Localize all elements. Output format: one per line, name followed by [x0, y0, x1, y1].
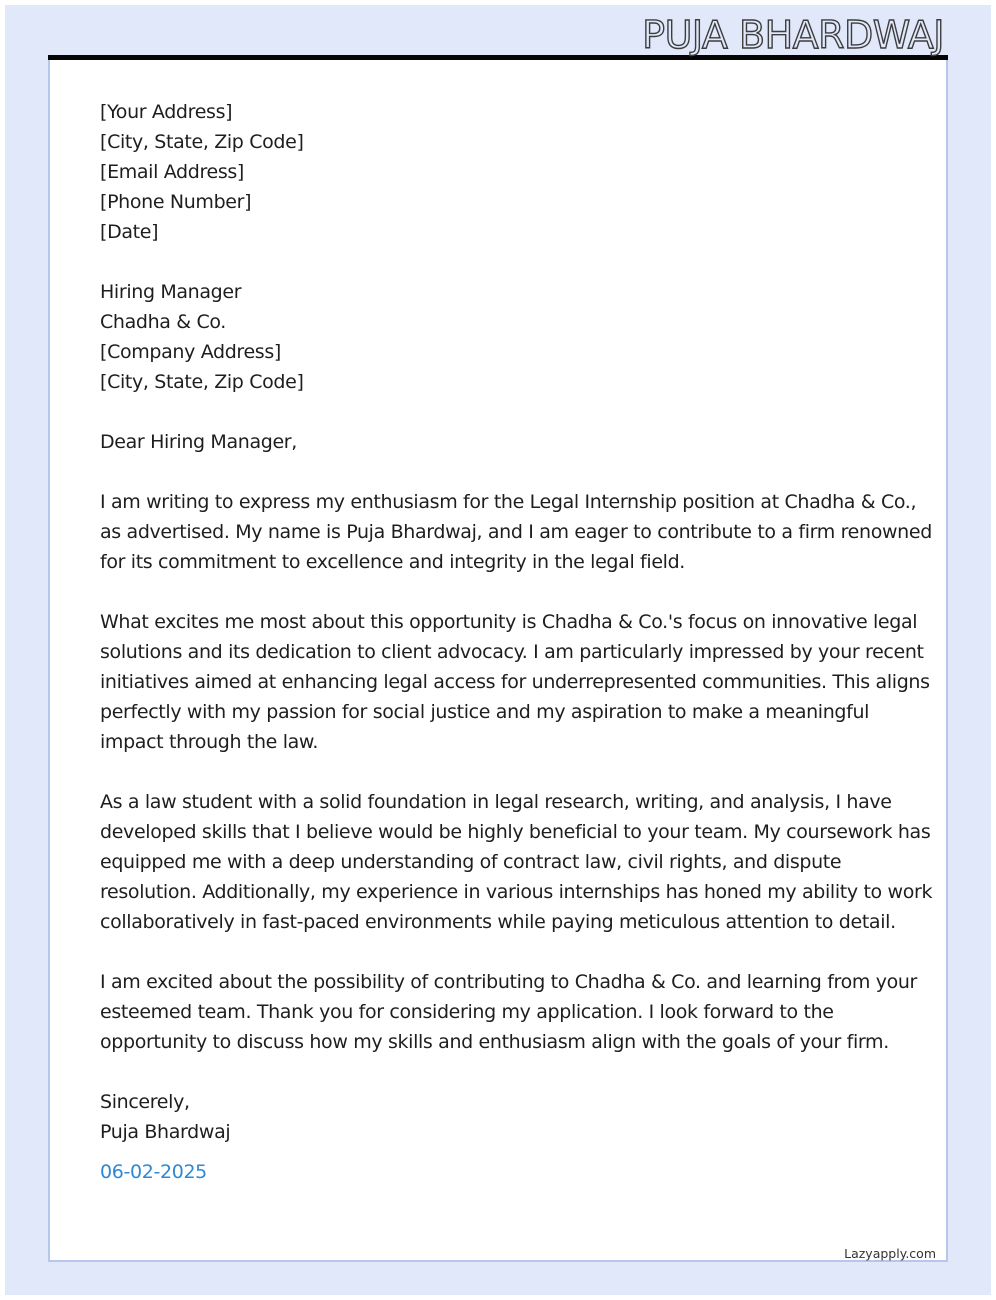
- paragraph-closing: [100, 967, 918, 1057]
- sender-address: [Your Address]: [100, 101, 233, 123]
- paragraph-line: esteemed team. Thank you for considering my application. I look forward to the: [100, 1001, 834, 1023]
- paragraph-line: impact through the law.: [100, 731, 319, 753]
- signer-name: Puja Bhardwaj: [100, 1121, 231, 1143]
- sender-city-state-zip: [City, State, Zip Code]: [100, 131, 304, 153]
- sender-email: [Email Address]: [100, 161, 244, 183]
- salutation: [100, 427, 900, 457]
- paragraph-line: perfectly with my passion for social justice and my aspiration to make a meaningful: [100, 701, 870, 723]
- paragraph-intro: [100, 487, 932, 577]
- paragraph-line: resolution. Additionally, my experience in various internships has honed my ability to work: [100, 881, 933, 903]
- watermark: Lazyapply.com: [844, 1246, 936, 1261]
- paragraph-line: I am excited about the possibility of contributing to Chadha & Co. and learning from your: [100, 971, 918, 993]
- salutation-text: Dear Hiring Manager,: [100, 431, 297, 453]
- paragraph-line: for its commitment to excellence and integrity in the legal field.: [100, 551, 685, 573]
- paragraph-line: As a law student with a solid foundation in legal research, writing, and analysis, I have: [100, 791, 892, 813]
- paragraph-skills: [100, 787, 933, 937]
- sender-date: [Date]: [100, 221, 159, 243]
- paragraph-line: solutions and its dedication to client advocacy. I am particularly impressed by your recent: [100, 641, 924, 663]
- paragraph-line: as advertised. My name is Puja Bhardwaj, and I am eager to contribute to a firm renowned: [100, 521, 932, 543]
- paragraph-line: initiatives aimed at enhancing legal access for underrepresented communities. This aligns: [100, 671, 930, 693]
- signature-block: [100, 1087, 900, 1187]
- valediction: Sincerely,: [100, 1091, 190, 1113]
- signature-date: 06-02-2025: [100, 1161, 207, 1183]
- paragraph-line: collaboratively in fast-paced environments while paying meticulous attention to detail.: [100, 911, 896, 933]
- recipient-company: Chadha & Co.: [100, 311, 226, 333]
- recipient-address-block: [100, 277, 900, 397]
- paragraph-line: I am writing to express my enthusiasm for the Legal Internship position at Chadha & Co.,: [100, 491, 917, 513]
- paragraph-line: What excites me most about this opportunity is Chadha & Co.'s focus on innovative legal: [100, 611, 918, 633]
- paragraph-line: developed skills that I believe would be highly beneficial to your team. My coursework has: [100, 821, 931, 843]
- paragraph-motivation: [100, 607, 930, 757]
- header-name: PUJA BHARDWAJ: [642, 13, 944, 57]
- recipient-title: Hiring Manager: [100, 281, 242, 303]
- recipient-city-state-zip: [City, State, Zip Code]: [100, 371, 304, 393]
- recipient-address: [Company Address]: [100, 341, 281, 363]
- sender-address-block: [100, 97, 900, 247]
- sender-phone: [Phone Number]: [100, 191, 252, 213]
- letter-body: [100, 97, 933, 1187]
- paragraph-line: opportunity to discuss how my skills and enthusiasm align with the goals of your firm.: [100, 1031, 889, 1053]
- paragraph-line: equipped me with a deep understanding of contract law, civil rights, and dispute: [100, 851, 842, 873]
